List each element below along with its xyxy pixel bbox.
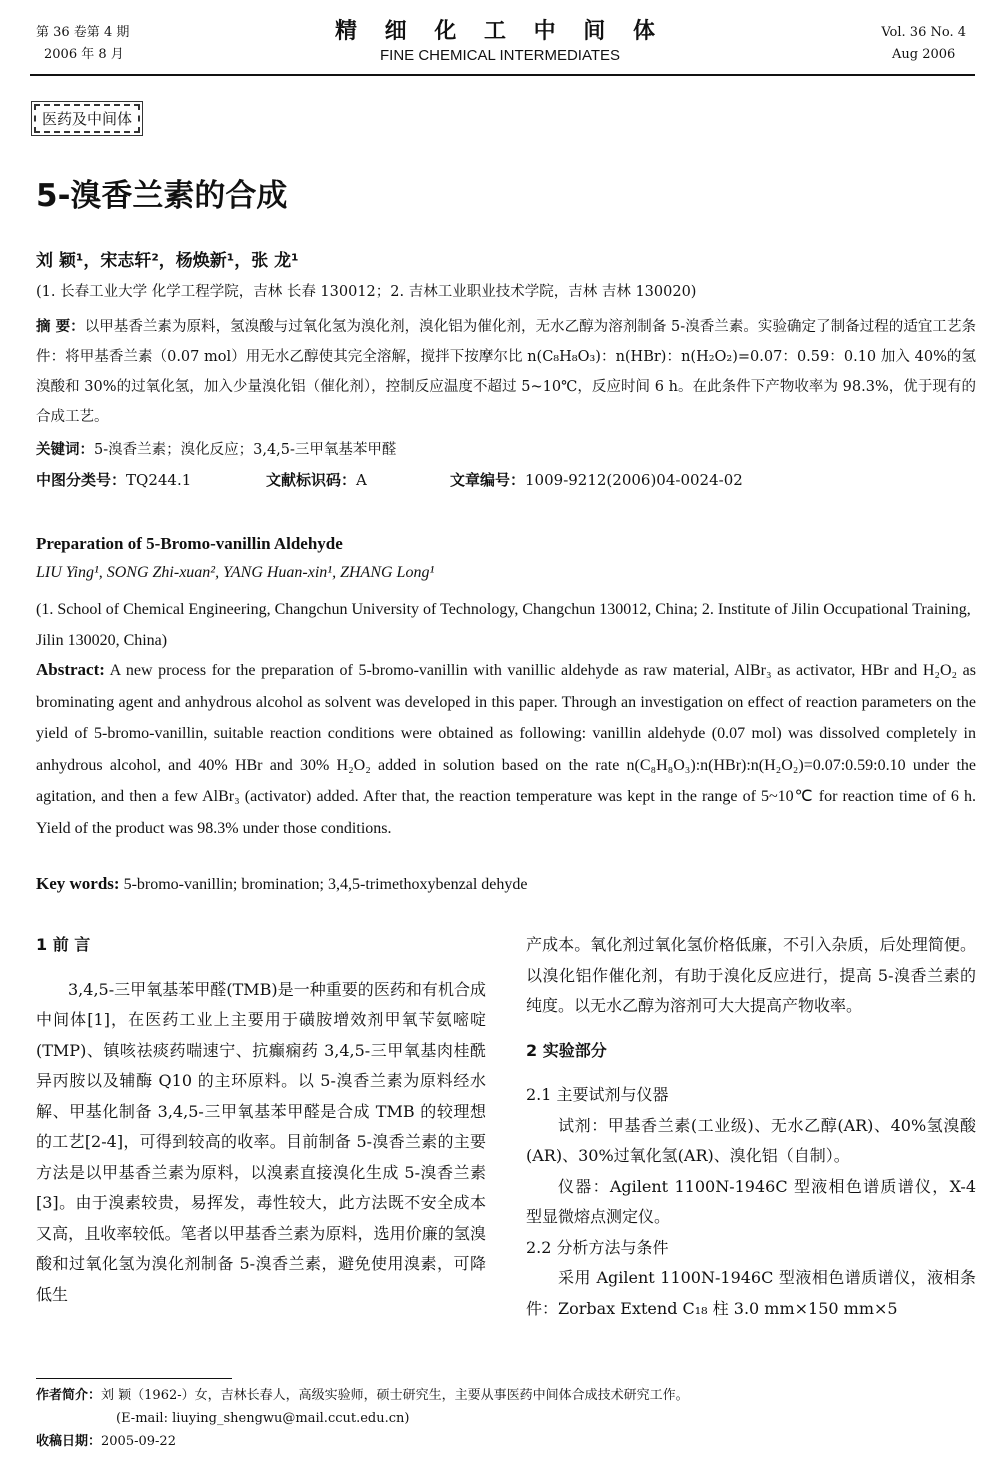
section-2-2-title: 2.2 分析方法与条件: [526, 1237, 669, 1257]
volume-en: Vol. 36 No. 4: [881, 25, 966, 40]
keywords-cn: [36, 438, 396, 459]
received-date: [36, 1430, 976, 1453]
authors-cn: 刘 颖¹，宋志轩²，杨焕新¹，张 龙¹: [36, 251, 299, 271]
volume-cn: 第 36 卷第 4 期: [36, 25, 130, 40]
english-keywords-label: Key words:: [36, 874, 120, 893]
body-right-column: [526, 930, 976, 1324]
section-1-paragraph-cont: 产成本。氧化剂过氧化氢价格低廉，不引入杂质，后处理简便。以溴化铝作催化剂，有助于溴化反应进行，提高 5-溴香兰素的纯度。以无水乙醇为溶剂可大大提高产物收率。: [526, 935, 976, 1015]
journal-title-en: FINE CHEMICAL INTERMEDIATES: [379, 47, 621, 64]
received-label: 收稿日期：: [36, 1434, 102, 1449]
received-value: 2005-09-22: [101, 1434, 176, 1449]
english-authors: LIU Ying¹, SONG Zhi-xuan², YANG Huan-xin¹, ZHANG Long¹: [36, 564, 435, 581]
doc-code-label: 文献标识码：: [266, 471, 357, 489]
footnote-rule: [36, 1378, 232, 1379]
affiliation-cn: (1. 长春工业大学 化学工程学院，吉林 长春 130012；2. 吉林工业职业技术学院，吉林 吉林 130020): [36, 284, 697, 300]
abstract-label-cn: 摘 要：: [36, 319, 85, 335]
english-keywords: [36, 874, 527, 894]
article-number-value: 1009-9212(2006)04-0024-02: [525, 471, 743, 489]
section-2-title: 2 实验部分: [526, 1040, 607, 1060]
body-left-column: [36, 930, 486, 1310]
clc-value: TQ244.1: [126, 471, 192, 489]
header-center: [0, 14, 1000, 64]
section-1-paragraph: 3,4,5-三甲氧基苯甲醛(TMB)是一种重要的医药和有机合成中间体[1]，在医药工业上主要用于磺胺增效剂甲氧苄氨嘧啶(TMP)、镇咳祛痰药喘速宁、抗癫痫药 3,4,5-三甲氧基肉桂酰异丙胺以及辅酶 Q10 的主环原料。以 5-溴香兰素为原料经水解、甲基化制备 3,4,5-三甲氧基苯甲醛是合成 TMB 的较理想的工艺[2-4]，可得到较高的收率。目前制备 5-溴香兰素的主要方法是以甲基香兰素为原料，以溴素直接溴化生成 5-溴香兰素[3]。由于溴素较贵，易挥发，毒性较大，此方法既不安全成本又高，且收率较低。笔者以甲基香兰素为原料，选用价廉的氢溴酸和过氧化氢为溴化剂制备 5-溴香兰素，避免使用溴素，可降低生: [36, 979, 486, 1304]
author-email: (E-mail: liuying_shengwu@mail.ccut.edu.cn): [116, 1411, 410, 1426]
article-title: 5-溴香兰素的合成: [36, 178, 288, 214]
footnote: [36, 1384, 976, 1453]
doc-code-value: A: [356, 471, 367, 489]
english-abstract-text: A new process for the preparation of 5-bromo-vanillin with vanillic aldehyde as raw material, AlBr₃ as activator, HBr and H₂O₂ as brominating agent and anhydrous alcohol as solvent was developed in this paper. Through an investigation on effect of reaction parameters on the yield of 5-bromo-vanillin, suitable reaction conditions were obtained as following: vanillin aldehyde (0.07 mol) was dissolved completely in anhydrous alcohol, and 40% HBr and 30% H₂O₂ added in solution based on the rate n(C₈H₈O₃):n(HBr):n(H₂O₂)=0.07:0.59:0.10 under the agitation, and then a few AlBr₃ (activator) added. After that, the reaction temperature was kept in the range of 5~10℃ for reaction time of 6 h. Yield of the product was 98.3% under those conditions.: [36, 662, 977, 837]
analysis-paragraph: 采用 Agilent 1100N-1946C 型液相色谱质谱仪，液相条件：Zorbax Extend C₁₈ 柱 3.0 mm×150 mm×5: [526, 1268, 976, 1318]
reagents-paragraph: 试剂：甲基香兰素(工业级)、无水乙醇(AR)、40%氢溴酸(AR)、30%过氧化氢(AR)、溴化铝（自制）。: [526, 1115, 976, 1165]
section-1-title: 1 前 言: [36, 935, 91, 954]
english-affiliation: (1. School of Chemical Engineering, Changchun University of Technology, Changchun 130012, China; 2. Institute of Jilin Occupational Training, Jilin 130020, China): [36, 601, 971, 649]
header-rule: [30, 74, 975, 76]
english-abstract-label: Abstract:: [36, 660, 105, 679]
section-2-1-title: 2.1 主要试剂与仪器: [526, 1085, 669, 1104]
journal-title-cn: 精 细 化 工 中 间 体: [335, 19, 665, 44]
english-keywords-text: 5-bromo-vanillin; bromination; 3,4,5-trimethoxybenzal dehyde: [123, 876, 528, 893]
date-en: Aug 2006: [892, 47, 956, 62]
english-abstract: [36, 654, 976, 844]
clc-label: 中图分类号：: [36, 471, 127, 489]
section-tag: 医药及中间体: [34, 104, 140, 133]
keywords-text-cn: 5-溴香兰素；溴化反应；3,4,5-三甲氧基苯甲醛: [94, 442, 397, 458]
header-right: [881, 22, 966, 66]
author-bio: [36, 1384, 976, 1407]
author-bio-text: 刘 颖（1962-）女，吉林长春人，高级实验师，硕士研究生，主要从事医药中间体合成技术研究工作。: [101, 1388, 689, 1403]
keywords-label-cn: 关键词：: [36, 442, 94, 458]
article-number-label: 文章编号：: [450, 471, 526, 489]
abstract-cn: [36, 312, 976, 432]
english-title: Preparation of 5-Bromo-vanillin Aldehyde: [36, 534, 343, 553]
date-cn: 2006 年 8 月: [44, 47, 124, 62]
author-bio-label: 作者简介：: [36, 1388, 102, 1403]
abstract-text-cn: 以甲基香兰素为原料，氢溴酸与过氧化氢为溴化剂，溴化铝为催化剂，无水乙醇为溶剂制备 5-溴香兰素。实验确定了制备过程的适宜工艺条件：将甲基香兰素（0.07 mol）用无水乙醇使其完全溶解，搅拌下按摩尔比 n(C₈H₈O₃)：n(HBr)：n(H₂O₂)=0.07：0.59：0.10 加入 40%的氢溴酸和 30%的过氧化氢，加入少量溴化铝（催化剂），控制反应温度不超过 5~10℃，反应时间 6 h。在此条件下产物收率为 98.3%，优于现有的合成工艺。: [36, 319, 976, 425]
instruments-paragraph: 仪器：Agilent 1100N-1946C 型液相色谱质谱仪，X-4 型显微熔点测定仪。: [526, 1176, 976, 1226]
